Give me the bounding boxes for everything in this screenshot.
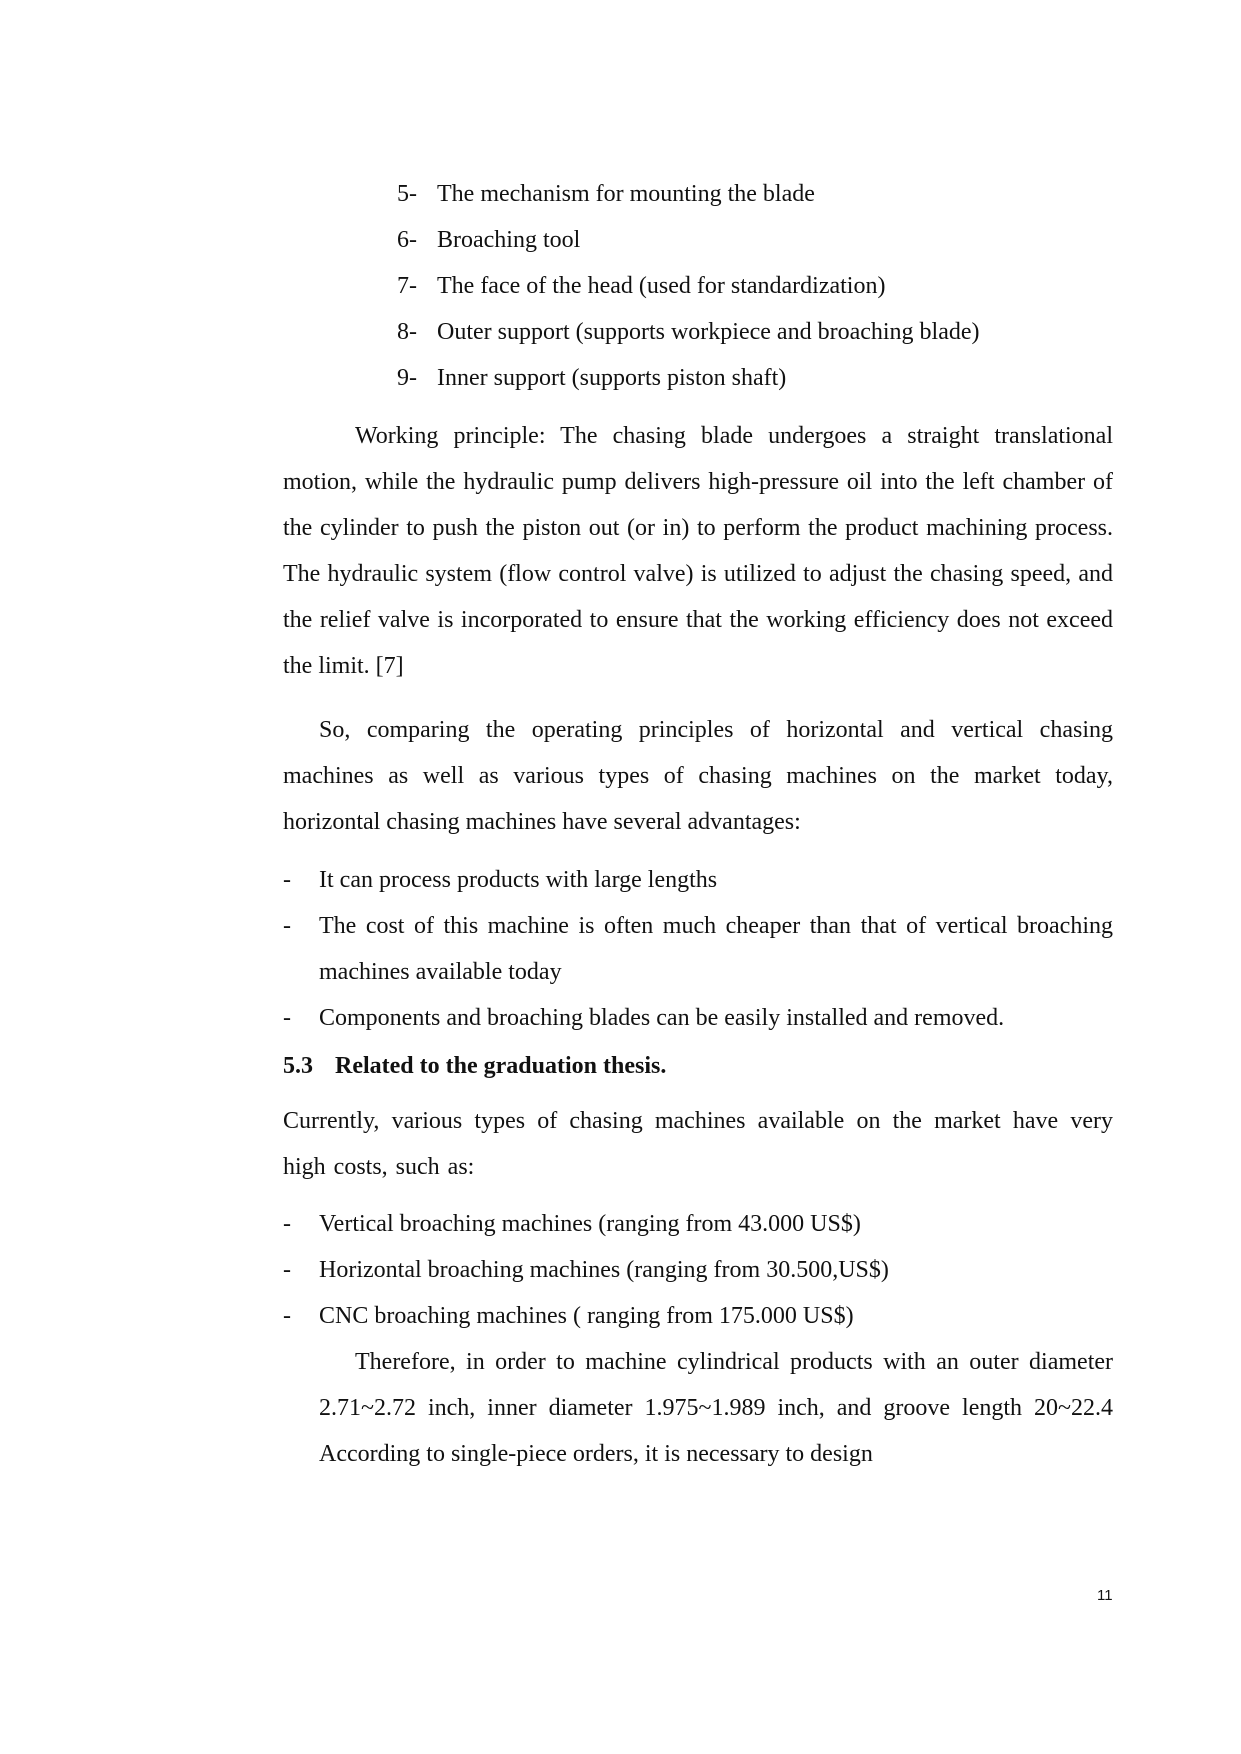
item-text: The mechanism for mounting the blade [437, 181, 815, 207]
bullet-dash: - [283, 1211, 291, 1237]
bullet-text: Horizontal broaching machines (ranging from 30.500,US$) [319, 1257, 889, 1283]
bullet-text: Vertical broaching machines (ranging from 43.000 US$) [319, 1211, 861, 1237]
item-number: 9- [397, 365, 417, 391]
bullet-dash: - [283, 913, 291, 939]
bullet-item [283, 857, 1113, 903]
numbered-item [397, 363, 786, 393]
bullet-dash: - [283, 1257, 291, 1283]
section-number: 5.3 [283, 1053, 313, 1079]
item-number: 6- [397, 227, 417, 253]
page-number: 11 [1097, 1587, 1113, 1604]
currently-paragraph: Currently, various types of chasing machines available on the market have very high costs, such as: [283, 1108, 1113, 1180]
numbered-item [397, 271, 885, 301]
numbered-item [397, 225, 580, 255]
bullet-text: The cost of this machine is often much cheaper than that of vertical broaching machines available today [319, 913, 1113, 985]
section-title: Related to the graduation thesis. [335, 1053, 667, 1079]
item-number: 8- [397, 319, 417, 345]
bullet-text: It can process products with large lengths [319, 867, 718, 893]
bullet-dash: - [283, 867, 291, 893]
numbered-item [397, 317, 980, 347]
comparing-paragraph: So, comparing the operating principles of horizontal and vertical chasing machines as well as various types of chasing machines on the market today, horizontal chasing machines have several advantages: [283, 717, 1113, 835]
bullet-item [283, 1201, 1113, 1247]
bullet-item [283, 1247, 1113, 1293]
working-principle-paragraph: Working principle: The chasing blade undergoes a straight translational motion, while the hydraulic pump delivers high-pressure oil into the left chamber of the cylinder to push the piston out (or in) to perform the product machining process. The hydraulic system (flow control valve) is utilized to adjust the chasing speed, and the relief valve is incorporated to ensure that the working efficiency does not exceed the limit. [7] [283, 423, 1113, 679]
bullet-dash: - [283, 1303, 291, 1329]
bullet-item [283, 903, 1113, 995]
bullet-text: Components and broaching blades can be easily installed and removed. [319, 1005, 1005, 1031]
item-text: Inner support (supports piston shaft) [437, 365, 787, 391]
item-text: Broaching tool [437, 227, 581, 253]
bullet-dash: - [283, 1005, 291, 1031]
item-text: Outer support (supports workpiece and broaching blade) [437, 319, 980, 345]
therefore-paragraph: Therefore, in order to machine cylindrical products with an outer diameter 2.71~2.72 inch, inner diameter 1.975~1.989 inch, and groove length 20~22.4 According to single-piece orders, it is necessary to design [319, 1349, 1113, 1467]
item-text: The face of the head (used for standardization) [437, 273, 886, 299]
numbered-item [397, 179, 815, 209]
section-heading [283, 1051, 666, 1081]
item-number: 5- [397, 181, 417, 207]
bullet-item [283, 995, 1113, 1041]
bullet-item [283, 1293, 1113, 1339]
item-number: 7- [397, 273, 417, 299]
bullet-text: CNC broaching machines ( ranging from 175.000 US$) [319, 1303, 854, 1329]
